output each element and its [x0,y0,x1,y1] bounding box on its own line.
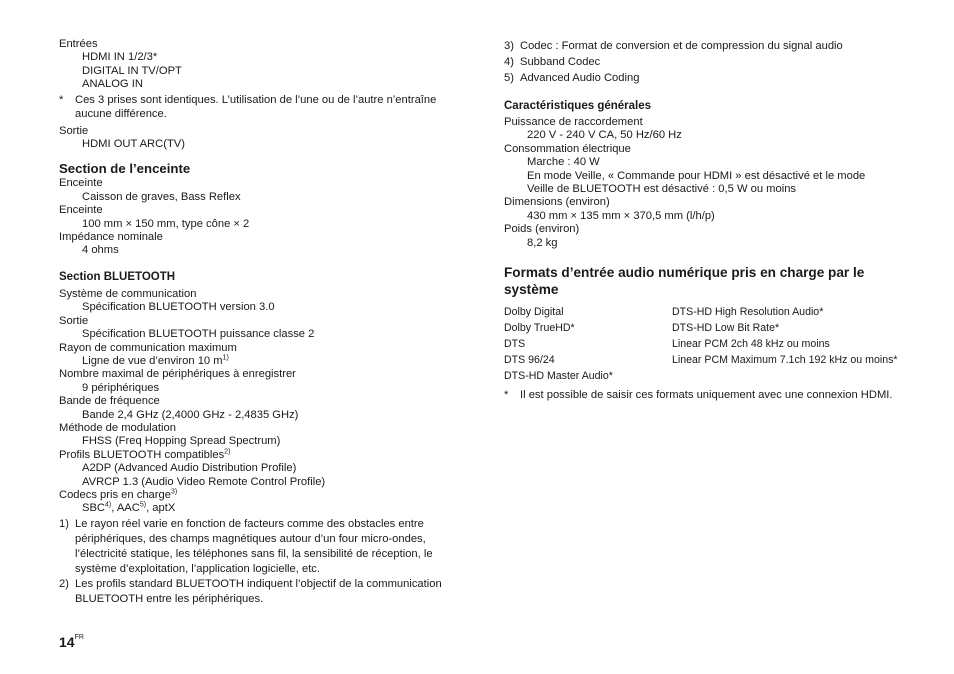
entrees-label: Entrées [59,38,98,50]
bt-range-label: Rayon de communication maximum [59,341,237,354]
weight-label: Poids (environ) [504,223,580,236]
entrees-value: DIGITAL IN TV/OPT [82,64,182,77]
format-item: DTS 96/24 [504,354,555,367]
entrees-note [59,93,459,121]
bt-codec-label: Codecs pris en charge$^{3)}$ [59,488,178,501]
bt-sys-value: Spécification BLUETOOTH version 3.0 [82,301,275,314]
footnote-ref: 3) [170,488,178,496]
bt-out-label: Sortie [59,314,89,327]
codec-note: 5) Advanced Audio Coding [504,72,640,84]
spec-value: 4 ohms [82,244,119,257]
format-item: DTS [504,338,526,351]
footnote [59,517,459,577]
codec-note: 3) Codec : Format de conversion et de compression du signal audio [504,40,843,52]
footnote-mark: 2) [59,577,69,590]
power-value: 220 V - 240 V CA, 50 Hz/60 Hz [527,129,682,142]
bt-codec-value: SBC$^{4)}$, AAC$^{5)}$, aptX [82,501,176,515]
format-item: Dolby TrueHD* [504,322,575,335]
formats-heading: Formats d’entrée audio numérique pris en charge par le système [504,265,865,298]
format-item: Linear PCM Maximum 7.1ch 192 kHz ou moins* [672,354,898,367]
bt-sys-label: Système de communication [59,287,197,300]
note-marker: * [59,93,64,106]
format-item: Dolby Digital [504,306,564,319]
spec-value: 100 mm × 150 mm, type cône × 2 [82,217,250,230]
bt-prof-value: AVRCP 1.3 (Audio Video Remote Control Profile) [82,475,326,488]
entrees-value: HDMI IN 1/2/3* [82,51,158,64]
bt-range-value: Ligne de vue d’environ 10 $m^{1)}$ [82,354,229,367]
bt-band-value: Bande 2,4 GHz (2,4000 GHz - 2,4835 GHz) [82,408,299,421]
footnote-ref: 4) [105,501,112,509]
spec-label: Enceinte [59,204,103,217]
spec-value: Caisson de graves, Bass Reflex [82,190,241,203]
footnote-ref: 1) [222,354,229,362]
footnote-text: Le rayon réel varie en fonction de facteurs comme des obstacles entre périphériques, des champs magnétiques autour d’un four micro-ondes, l’électricité statique, les téléphones sans fil, la sensibilité de réception, le système d’exploitation, l’application logicielle, etc. [75,517,433,575]
page-number: $14^{FR}$ [59,634,84,650]
spec-label: Impédance nominale [59,231,163,244]
bt-band-label: Bande de fréquence [59,395,160,408]
bt-max-label: Nombre maximal de périphériques à enregistrer [59,368,296,381]
left-column [59,38,459,607]
format-item: Linear PCM 2ch 48 kHz ou moins [672,338,830,351]
bt-mod-value: FHSS (Freq Hopping Spread Spectrum) [82,435,281,448]
power-label: Puissance de raccordement [504,116,643,128]
footnote-ref: 2) [224,448,231,456]
bt-mod-label: Méthode de modulation [59,421,176,434]
note-marker: * [504,389,509,402]
spec-label: Enceinte [59,177,103,190]
codec-notes [504,38,914,86]
dimensions-label: Dimensions (environ) [504,196,610,209]
bt-max-value: 9 périphériques [82,381,160,394]
page-lang: FR [74,634,84,641]
general-heading: Caractéristiques générales [504,100,652,112]
footnote [59,577,459,607]
consumption-value: Marche : 40 W [527,156,600,169]
consumption-label: Consommation électrique [504,142,631,155]
consumption-value: En mode Veille, « Commande pour HDMI » est désactivé et le mode Veille de BLUETOOTH est désactivé : 0,5 W ou moins [527,169,866,196]
format-item: DTS-HD Low Bit Rate* [672,322,780,335]
format-item: DTS-HD High Resolution Audio* [672,306,824,319]
formats-note [504,388,899,403]
formats-grid [504,304,914,384]
bt-out-value: Spécification BLUETOOTH puissance classe 2 [82,328,315,341]
enceinte-heading: Section de l’enceinte [59,161,191,177]
footnote-mark: 1) [59,517,69,530]
sortie-label: Sortie [59,124,89,137]
note-text: Il est possible de saisir ces formats uniquement avec une connexion HDMI. [520,389,893,402]
footnote-ref: 5) [139,501,147,509]
right-column [504,38,914,403]
format-item [672,368,922,384]
entrees-value: ANALOG IN [82,78,143,91]
sortie-value: HDMI OUT ARC(TV) [82,138,185,151]
bt-prof-label: Profils BLUETOOTH compatibles$^{2)}$ [59,448,231,461]
dimensions-value: 430 mm × 135 mm × 370,5 mm (l/h/p) [527,209,715,222]
bluetooth-heading: Section BLUETOOTH [59,270,176,283]
bt-prof-value: A2DP (Advanced Audio Distribution Profile) [82,462,297,475]
codec-note: 4) Subband Codec [504,56,601,68]
note-text: Ces 3 prises sont identiques. L’utilisation de l’une ou de l’autre n’entraîne aucune différence. [75,93,437,120]
format-item: DTS-HD Master Audio* [504,370,613,383]
weight-value: 8,2 kg [527,236,558,249]
footnote-text: Les profils standard BLUETOOTH indiquent l’objectif de la communication BLUETOOTH entre les périphériques. [75,577,442,605]
